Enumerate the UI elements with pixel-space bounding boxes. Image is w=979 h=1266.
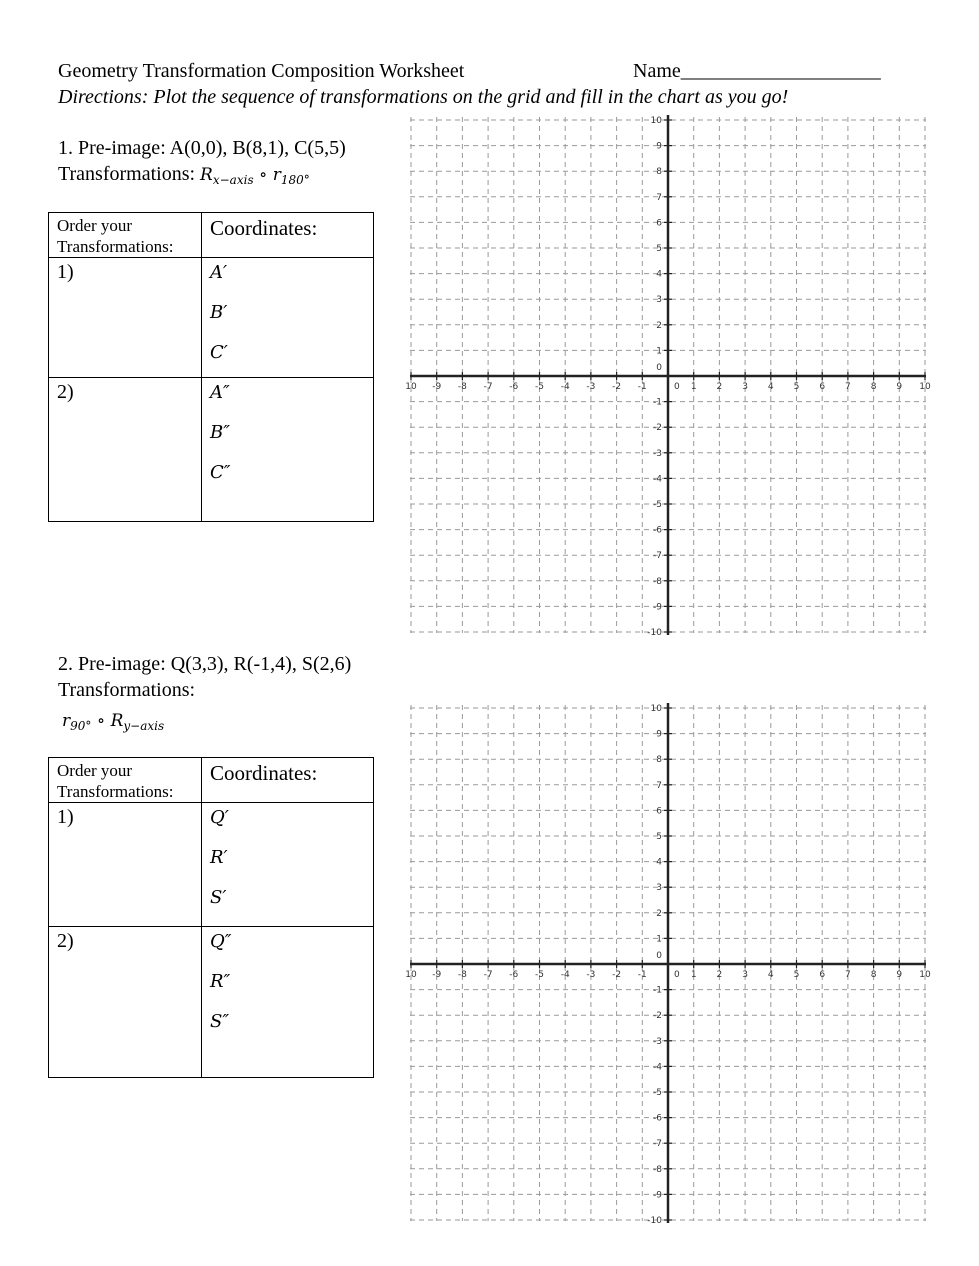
step-2-cell[interactable]: 2) [49,927,202,1078]
x-tick-label: 9 [896,382,903,392]
y-tick-label: 3 [656,295,662,306]
transformations-line [58,161,310,193]
x-tick-label: -8 [457,382,467,392]
x-tick-label: 2 [716,382,723,392]
y-tick-label: -1 [653,985,662,996]
y-tick-label: -9 [653,1190,662,1201]
x-tick-label: 5 [793,970,800,980]
y-tick-label: -7 [653,1139,662,1150]
x-tick-label: -4 [560,970,570,980]
transformation-chart [48,212,374,522]
y-tick-label: 5 [656,244,662,254]
order-header: Order your Transformations: [49,213,202,258]
y-tick-label: 10 [650,704,662,714]
x-tick-label: 4 [767,382,774,392]
y-tick-label: 1 [656,346,662,357]
x-tick-label: 6 [819,970,826,980]
x-tick-label: 0 [674,970,680,980]
x-tick-label: -2 [612,970,622,980]
coordinates-header: Coordinates: [202,213,374,258]
x-tick-label: -9 [432,382,442,392]
y-tick-label: -8 [653,1164,662,1175]
y-tick-label: -8 [653,576,662,587]
y-tick-label: -4 [653,1062,662,1073]
x-tick-label: -6 [509,382,519,392]
y-tick-label: 9 [656,729,662,740]
step-2-coordinates[interactable]: A″ B″ C″ [202,378,374,522]
y-tick-label: -7 [653,551,662,562]
y-tick-label: -1 [653,397,662,408]
step-2-cell[interactable]: 2) [49,378,202,522]
y-tick-label: 10 [650,116,662,126]
step-1-coordinates[interactable]: A′ B′ C′ [202,258,374,378]
transformations-label: Transformations: [58,163,196,185]
step-1-cell[interactable]: 1) [49,258,202,378]
transformation-expression: $r_{90^\circ}$ ∘ $R_{y-axis}$ [62,711,165,733]
y-tick-label: 0 [656,951,662,961]
step-1-cell[interactable]: 1) [49,803,202,927]
y-tick-label: -5 [653,1088,662,1098]
x-tick-label: 0 [674,382,680,392]
transformation-expression: $R_{x-axis}$ ∘ $r_{180^\circ}$ [200,165,310,187]
x-tick-label: -7 [483,970,493,980]
x-tick-label: 1 [690,382,697,392]
y-tick-label: -2 [653,1011,662,1022]
x-tick-label: 3 [742,382,748,392]
x-tick-label: 10 [405,382,417,392]
x-tick-label: -9 [432,970,442,980]
y-tick-label: 1 [656,934,662,945]
x-tick-label: -4 [560,382,570,392]
x-tick-label: 10 [405,970,417,980]
y-tick-label: 2 [656,908,662,919]
x-tick-label: -8 [457,970,467,980]
x-tick-label: 7 [845,382,851,392]
y-tick-label: 3 [656,883,662,894]
worksheet-title: Geometry Transformation Composition Worksheet [58,60,465,82]
y-tick-label: 6 [656,806,662,817]
x-tick-label: -2 [612,382,622,392]
y-tick-label: 4 [656,269,662,280]
coordinate-grid-2[interactable] [405,703,931,1226]
x-tick-label: -6 [509,970,519,980]
transformations-label: Transformations: [58,679,196,701]
name-field[interactable]: Name____________________ [633,60,881,82]
x-tick-label: 10 [919,382,931,392]
x-tick-label: -1 [637,970,647,980]
x-tick-label: -3 [586,970,596,980]
y-tick-label: -3 [653,1036,662,1047]
x-tick-label: -7 [483,382,493,392]
x-tick-label: 3 [742,970,748,980]
y-tick-label: 7 [656,780,662,791]
x-tick-label: -1 [637,382,647,392]
x-tick-label: -5 [535,382,544,392]
y-tick-label: 9 [656,141,662,152]
transformation-chart [48,757,374,1078]
x-tick-label: 4 [767,970,774,980]
x-tick-label: 10 [919,970,931,980]
x-tick-label: 9 [896,970,903,980]
y-tick-label: -9 [653,602,662,613]
y-tick-label: 4 [656,857,662,868]
step-1-coordinates[interactable]: Q′ R′ S′ [202,803,374,927]
preimage-text: 1. Pre-image: A(0,0), B(8,1), C(5,5) [58,137,346,159]
y-tick-label: 0 [656,363,662,373]
y-tick-label: -6 [653,1113,662,1124]
y-tick-label: -5 [653,500,662,510]
y-tick-label: 6 [656,218,662,229]
y-tick-label: -4 [653,474,662,485]
x-tick-label: 7 [845,970,851,980]
y-tick-label: -10 [647,628,662,638]
y-tick-label: 8 [656,755,662,766]
coordinates-header: Coordinates: [202,758,374,803]
x-tick-label: 1 [690,970,697,980]
directions: Directions: Plot the sequence of transformations on the grid and fill in the chart as you go! [58,86,789,108]
x-tick-label: 5 [793,382,800,392]
x-tick-label: -5 [535,970,544,980]
coordinate-grid-1[interactable] [405,115,931,638]
x-tick-label: 8 [870,970,877,980]
y-tick-label: 7 [656,192,662,203]
y-tick-label: -6 [653,525,662,536]
x-tick-label: 2 [716,970,723,980]
order-header: Order your Transformations: [49,758,202,803]
x-tick-label: -3 [586,382,596,392]
x-tick-label: 8 [870,382,877,392]
y-tick-label: 8 [656,167,662,178]
y-tick-label: -2 [653,423,662,434]
y-tick-label: 2 [656,320,662,331]
step-2-coordinates[interactable]: Q″ R″ S″ [202,927,374,1078]
y-tick-label: -10 [647,1216,662,1226]
y-tick-label: 5 [656,832,662,842]
x-tick-label: 6 [819,382,826,392]
preimage-text: 2. Pre-image: Q(3,3), R(-1,4), S(2,6) [58,653,352,675]
y-tick-label: -3 [653,448,662,459]
